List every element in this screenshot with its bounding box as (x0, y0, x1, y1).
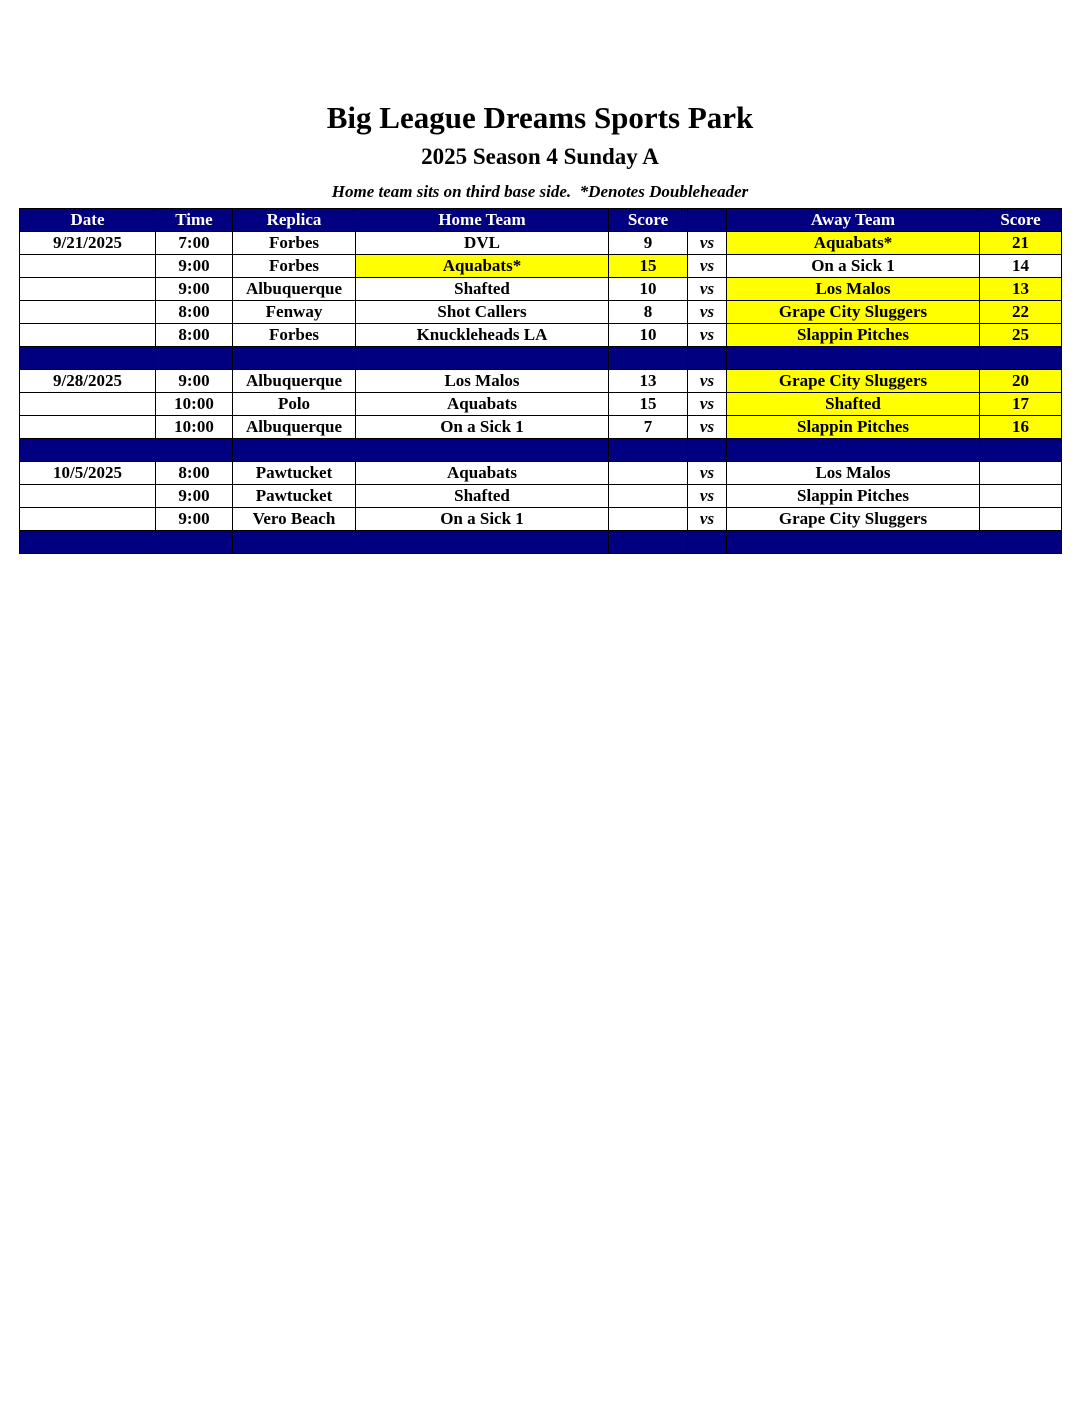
away-team-cell: Los Malos (727, 278, 980, 301)
header-home-score: Score (609, 209, 688, 232)
vs-cell: vs (688, 255, 727, 278)
replica-cell: Fenway (233, 301, 356, 324)
away-score-cell: 17 (980, 393, 1062, 416)
away-team-cell: Grape City Sluggers (727, 370, 980, 393)
away-score-cell: 20 (980, 370, 1062, 393)
week-separator-row (20, 439, 1062, 462)
vs-cell: vs (688, 508, 727, 531)
time-cell: 9:00 (156, 508, 233, 531)
separator-cell (609, 439, 688, 462)
vs-cell: vs (688, 278, 727, 301)
game-row (20, 324, 1062, 347)
home-team-cell: Aquabats* (356, 255, 609, 278)
separator-cell (156, 439, 233, 462)
game-row (20, 232, 1062, 255)
vs-cell: vs (688, 416, 727, 439)
away-team-cell: Shafted (727, 393, 980, 416)
separator-cell (20, 347, 156, 370)
replica-cell: Forbes (233, 232, 356, 255)
date-cell (20, 278, 156, 301)
separator-cell (156, 531, 233, 554)
home-team-cell: Aquabats (356, 393, 609, 416)
date-cell: 9/28/2025 (20, 370, 156, 393)
replica-cell: Vero Beach (233, 508, 356, 531)
separator-cell (727, 439, 980, 462)
vs-cell: vs (688, 324, 727, 347)
away-score-cell (980, 462, 1062, 485)
home-team-cell: Shot Callers (356, 301, 609, 324)
game-row (20, 301, 1062, 324)
separator-cell (980, 531, 1062, 554)
home-score-cell: 10 (609, 278, 688, 301)
replica-cell: Polo (233, 393, 356, 416)
away-team-cell: Los Malos (727, 462, 980, 485)
away-score-cell: 14 (980, 255, 1062, 278)
separator-cell (233, 347, 356, 370)
away-team-cell: Slappin Pitches (727, 416, 980, 439)
date-cell (20, 324, 156, 347)
home-score-cell: 10 (609, 324, 688, 347)
away-team-cell: Slappin Pitches (727, 324, 980, 347)
home-team-cell: Aquabats (356, 462, 609, 485)
date-cell (20, 255, 156, 278)
page-subtitle: 2025 Season 4 Sunday A (421, 144, 659, 169)
separator-cell (20, 439, 156, 462)
away-team-cell: Slappin Pitches (727, 485, 980, 508)
header-replica: Replica (233, 209, 356, 232)
doubleheader-note: Home team sits on third base side. *Denotes Doubleheader (331, 182, 749, 201)
page-title: Big League Dreams Sports Park (326, 100, 754, 135)
home-score-cell: 13 (609, 370, 688, 393)
time-cell: 8:00 (156, 301, 233, 324)
away-score-cell (980, 485, 1062, 508)
away-team-cell: Grape City Sluggers (727, 508, 980, 531)
date-cell (20, 485, 156, 508)
header-away-team: Away Team (727, 209, 980, 232)
vs-cell: vs (688, 462, 727, 485)
time-cell: 7:00 (156, 232, 233, 255)
home-score-cell (609, 508, 688, 531)
week-separator-row (20, 531, 1062, 554)
replica-cell: Forbes (233, 324, 356, 347)
separator-cell (688, 531, 727, 554)
separator-cell (233, 531, 356, 554)
separator-cell (233, 439, 356, 462)
away-score-cell: 22 (980, 301, 1062, 324)
header-time: Time (156, 209, 233, 232)
separator-cell (609, 531, 688, 554)
vs-cell: vs (688, 393, 727, 416)
home-score-cell (609, 462, 688, 485)
time-cell: 9:00 (156, 485, 233, 508)
replica-cell: Albuquerque (233, 278, 356, 301)
date-cell (20, 416, 156, 439)
header-home-team: Home Team (356, 209, 609, 232)
home-team-cell: On a Sick 1 (356, 508, 609, 531)
game-row (20, 278, 1062, 301)
home-team-cell: Shafted (356, 278, 609, 301)
header-date: Date (20, 209, 156, 232)
separator-cell (156, 347, 233, 370)
home-score-cell: 9 (609, 232, 688, 255)
home-score-cell (609, 485, 688, 508)
time-cell: 9:00 (156, 278, 233, 301)
game-row (20, 393, 1062, 416)
vs-cell: vs (688, 232, 727, 255)
schedule-body (20, 232, 1062, 554)
game-row (20, 485, 1062, 508)
time-cell: 10:00 (156, 416, 233, 439)
replica-cell: Pawtucket (233, 485, 356, 508)
home-team-cell: Shafted (356, 485, 609, 508)
game-row (20, 416, 1062, 439)
home-score-cell: 15 (609, 393, 688, 416)
separator-cell (609, 347, 688, 370)
vs-cell: vs (688, 301, 727, 324)
week-separator-row (20, 347, 1062, 370)
vs-cell: vs (688, 485, 727, 508)
date-cell: 9/21/2025 (20, 232, 156, 255)
header-away-score: Score (980, 209, 1062, 232)
home-score-cell: 8 (609, 301, 688, 324)
vs-cell: vs (688, 370, 727, 393)
game-row (20, 462, 1062, 485)
away-score-cell: 25 (980, 324, 1062, 347)
replica-cell: Albuquerque (233, 370, 356, 393)
date-cell (20, 508, 156, 531)
time-cell: 10:00 (156, 393, 233, 416)
game-row (20, 508, 1062, 531)
replica-cell: Albuquerque (233, 416, 356, 439)
header-vs (688, 209, 727, 232)
home-score-cell: 7 (609, 416, 688, 439)
separator-cell (980, 439, 1062, 462)
separator-cell (356, 531, 609, 554)
separator-cell (688, 347, 727, 370)
time-cell: 9:00 (156, 255, 233, 278)
away-team-cell: Aquabats* (727, 232, 980, 255)
separator-cell (356, 439, 609, 462)
separator-cell (356, 347, 609, 370)
away-team-cell: Grape City Sluggers (727, 301, 980, 324)
away-score-cell: 13 (980, 278, 1062, 301)
away-score-cell: 16 (980, 416, 1062, 439)
replica-cell: Forbes (233, 255, 356, 278)
date-cell (20, 393, 156, 416)
home-team-cell: DVL (356, 232, 609, 255)
home-team-cell: Knuckleheads LA (356, 324, 609, 347)
date-cell (20, 301, 156, 324)
home-team-cell: On a Sick 1 (356, 416, 609, 439)
away-score-cell (980, 508, 1062, 531)
time-cell: 9:00 (156, 370, 233, 393)
separator-cell (20, 531, 156, 554)
schedule-table (19, 208, 1062, 554)
separator-cell (980, 347, 1062, 370)
game-row (20, 370, 1062, 393)
time-cell: 8:00 (156, 324, 233, 347)
date-cell: 10/5/2025 (20, 462, 156, 485)
home-score-cell: 15 (609, 255, 688, 278)
game-row (20, 255, 1062, 278)
separator-cell (727, 347, 980, 370)
replica-cell: Pawtucket (233, 462, 356, 485)
away-team-cell: On a Sick 1 (727, 255, 980, 278)
separator-cell (688, 439, 727, 462)
away-score-cell: 21 (980, 232, 1062, 255)
header-row (20, 209, 1062, 232)
separator-cell (727, 531, 980, 554)
home-team-cell: Los Malos (356, 370, 609, 393)
time-cell: 8:00 (156, 462, 233, 485)
